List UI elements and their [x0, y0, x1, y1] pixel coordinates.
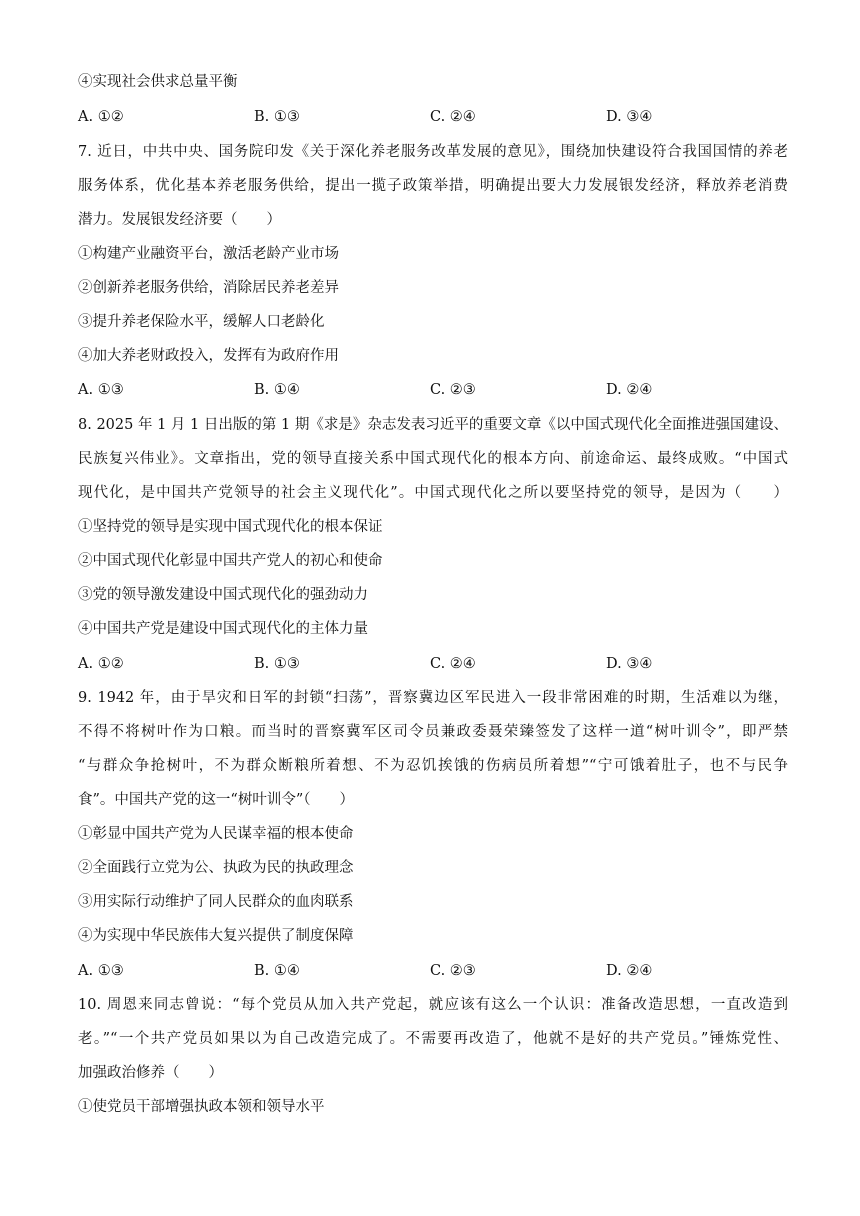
answer-option: A. ①②: [78, 109, 124, 125]
answer-option: B. ①③: [254, 109, 300, 125]
text-line: “与群众争抢树叶，不为群众断粮所着想、不为忍饥挨饿的伤病员所着想”“宁可饿着肚子，也不与民争: [78, 758, 788, 774]
text-line: 民族复兴伟业》。文章指出，党的领导直接关系中国式现代化的根本方向、前途命运、最终成败。“中国式: [78, 451, 788, 467]
text-line: 9. 1942 年，由于旱灾和日军的封锁“扫荡”，晋察冀边区军民进入一段非常困难的时期，生活难以为继，: [78, 690, 788, 706]
text-line: ③用实际行动维护了同人民群众的血肉联系: [78, 894, 354, 910]
answer-option: D. ②④: [606, 963, 653, 979]
text-line: ④为实现中华民族伟大复兴提供了制度保障: [78, 928, 354, 944]
answer-option: A. ①③: [78, 382, 124, 398]
text-line: ②全面践行立党为公、执政为民的执政理念: [78, 860, 354, 876]
answer-option: D. ③④: [606, 109, 653, 125]
text-line: 加强政治修养（ ）: [78, 1065, 223, 1081]
answer-option: C. ②③: [430, 382, 476, 398]
answer-options: [78, 380, 788, 400]
text-line: 服务体系，优化基本养老服务供给，提出一揽子政策举措，明确提出要大力发展银发经济，释放养老消费: [78, 178, 788, 194]
text-line: 食”。中国共产党的这一“树叶训令”（ ）: [78, 792, 354, 808]
answer-option: D. ②④: [606, 382, 653, 398]
text-line: 潜力。发展银发经济要（ ）: [78, 212, 281, 228]
text-line: 现代化，是中国共产党领导的社会主义现代化”。中国式现代化之所以要坚持党的领导，是因为（ ）: [78, 485, 788, 501]
answer-options: [78, 961, 788, 981]
answer-option: B. ①④: [254, 382, 300, 398]
text-line: ③党的领导激发建设中国式现代化的强劲动力: [78, 587, 368, 603]
text-line: 老。”“一个共产党员如果以为自己改造完成了。不需要再改造了，他就不是好的共产党员。”锤炼党性、: [78, 1031, 788, 1047]
text-line: 不得不将树叶作为口粮。而当时的晋察冀军区司令员兼政委聂荣臻签发了这样一道“树叶训令”，即严禁: [78, 724, 788, 740]
answer-option: B. ①③: [254, 656, 300, 672]
text-line: ④实现社会供求总量平衡: [78, 74, 238, 90]
text-line: ①彰显中国共产党为人民谋幸福的根本使命: [78, 826, 354, 842]
answer-option: C. ②④: [430, 109, 476, 125]
answer-option: A. ①③: [78, 963, 124, 979]
text-line: ③提升养老保险水平，缓解人口老龄化: [78, 314, 325, 330]
text-line: 8. 2025 年 1 月 1 日出版的第 1 期《求是》杂志发表习近平的重要文章《以中国式现代化全面推进强国建设、: [78, 417, 788, 433]
text-line: ①使党员干部增强执政本领和领导水平: [78, 1099, 325, 1115]
text-line: ②中国式现代化彰显中国共产党人的初心和使命: [78, 553, 383, 569]
text-line: ④中国共产党是建设中国式现代化的主体力量: [78, 621, 368, 637]
text-line: ①坚持党的领导是实现中国式现代化的根本保证: [78, 519, 383, 535]
answer-option: C. ②④: [430, 656, 476, 672]
answer-option: A. ①②: [78, 656, 124, 672]
text-line: 7. 近日，中共中央、国务院印发《关于深化养老服务改革发展的意见》，围绕加快建设符合我国国情的养老: [78, 144, 788, 160]
text-line: ①构建产业融资平台，激活老龄产业市场: [78, 246, 339, 262]
text-line: ②创新养老服务供给，消除居民养老差异: [78, 280, 339, 296]
answer-option: D. ③④: [606, 656, 653, 672]
answer-options: [78, 107, 788, 127]
answer-option: C. ②③: [430, 963, 476, 979]
text-line: ④加大养老财政投入，发挥有为政府作用: [78, 348, 339, 364]
text-line: 10. 周恩来同志曾说：“每个党员从加入共产党起，就应该有这么一个认识：准备改造思想，一直改造到: [78, 997, 788, 1013]
answer-options: [78, 654, 788, 674]
answer-option: B. ①④: [254, 963, 300, 979]
